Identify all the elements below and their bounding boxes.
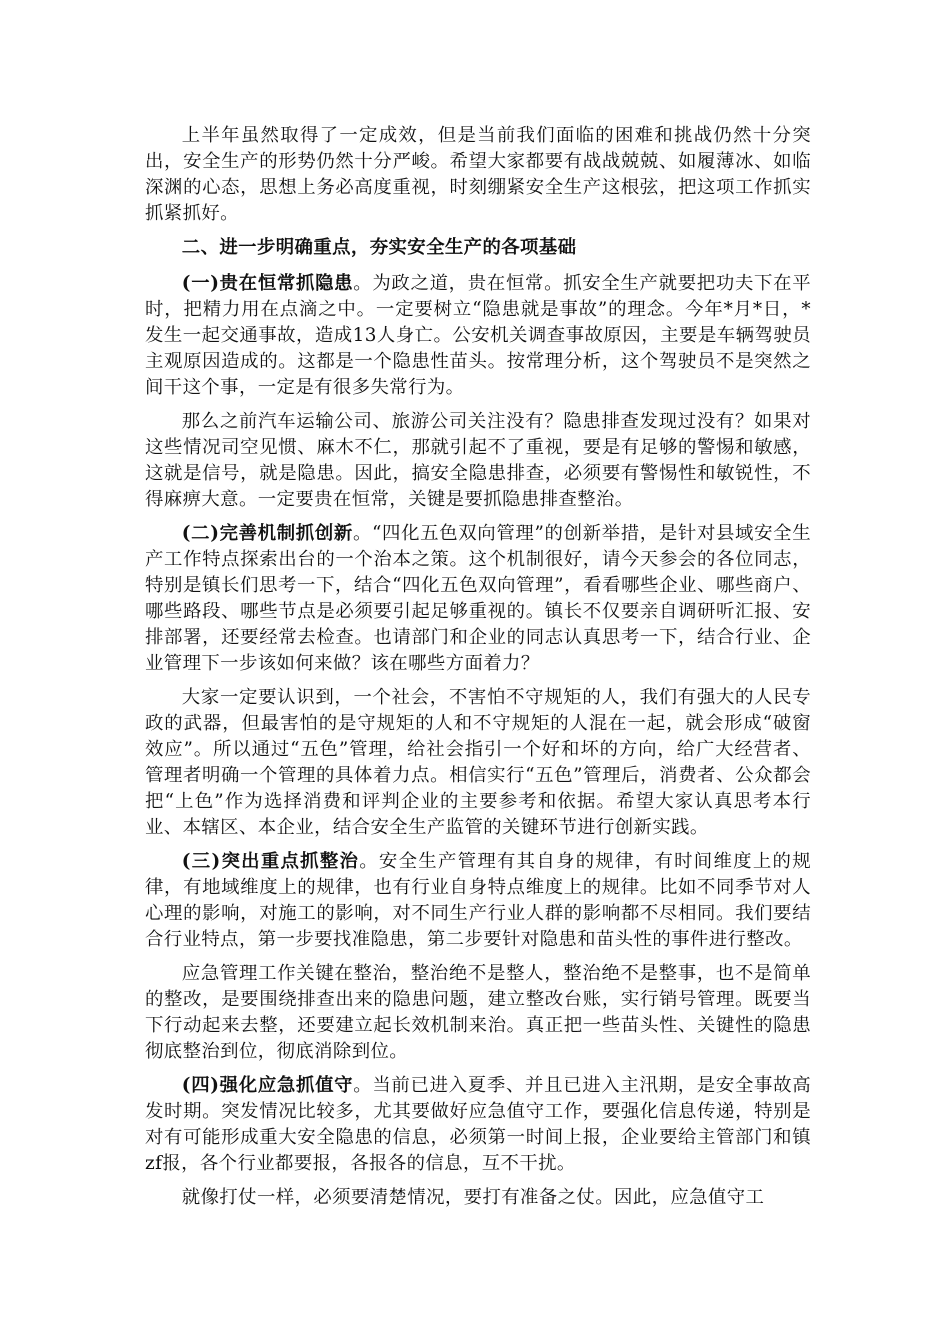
paragraph-text: 大家一定要认识到，一个社会，不害怕不守规矩的人，我们有强大的人民专政的武器，但最害怕的是守规矩的人和不守规矩的人混在一起，就会形成“破窗效应”。所以通过“五色”管理，给社会指引一个好和坏的方向，给广大经营者、管理者明确一个管理的具体着力点。相信实行“五色”管理后，消费者、公众都会把“上色”作为选择消费和评判企业的主要参考和依据。希望大家认真思考本行业、本辖区、本企业，结合安全生产监管的关键环节进行创新实践。 — [145, 687, 811, 838]
paragraph-1 — [145, 123, 811, 227]
section-heading — [145, 235, 811, 261]
paragraph-4 — [145, 409, 811, 513]
paragraph-text: 。当前已进入夏季、并且已进入主汛期，是安全事故高发时期。突发情况比较多，尤其要做好应急值守工作，要强化信息传递，特别是对有可能形成重大安全隐患的信息，必须第一时间上报，企业要给主管部门和镇zf报，各个行业都要报，各报各的信息，互不干扰。 — [145, 1075, 811, 1174]
paragraph-text: 应急管理工作关键在整治，整治绝不是整人，整治绝不是整事，也不是简单的整改，是要围绕排查出来的隐患问题，建立整改台账，实行销号管理。既要当下行动起来去整，还要建立起长效机制来治。真正把一些苗头性、关键性的隐患彻底整治到位，彻底消除到位。 — [145, 963, 811, 1062]
paragraph-subsection-1 — [145, 271, 811, 401]
subsection-title-3: (三)突出重点抓整治 — [181, 851, 360, 872]
paragraph-text: 上半年虽然取得了一定成效，但是当前我们面临的困难和挑战仍然十分突出，安全生产的形势仍然十分严峻。希望大家都要有战战兢兢、如履薄冰、如临深渊的心态，思想上务必高度重视，时刻绷紧安全生产这根弦，把这项工作抓实抓紧抓好。 — [145, 125, 811, 224]
section-heading-text: 二、进一步明确重点，夯实安全生产的各项基础 — [181, 237, 577, 258]
paragraph-subsection-3 — [145, 849, 811, 953]
paragraph-text: 就像打仗一样，必须要清楚情况，要打有准备之仗。因此，应急值守工 — [181, 1187, 765, 1208]
paragraph-text: 。“四化五色双向管理”的创新举措，是针对县域安全生产工作特点探索出台的一个治本之策。这个机制很好，请今天参会的各位同志，特别是镇长们思考一下，结合“四化五色双向管理”，看看哪些企业、哪些商户、哪些路段、哪些节点是必须要引起足够重视的。镇长不仅要亲自调研听汇报、安排部署，还要经常去检查。也请部门和企业的同志认真思考一下，结合行业、企业管理下一步该如何来做？该在哪些方面着力？ — [145, 523, 811, 674]
subsection-title-4: (四)强化应急抓值守 — [181, 1075, 354, 1096]
document-body — [145, 123, 811, 1219]
paragraph-text: 。安全生产管理有其自身的规律，有时间维度上的规律，有地域维度上的规律，也有行业自身特点维度上的规律。比如不同季节对人心理的影响，对施工的影响，对不同生产行业人群的影响都不尽相同。我们要结合行业特点，第一步要找准隐患，第二步要针对隐患和苗头性的事件进行整改。 — [145, 851, 812, 950]
paragraph-8 — [145, 961, 811, 1065]
subsection-title-1: (一)贵在恒常抓隐患 — [181, 273, 354, 294]
paragraph-6 — [145, 685, 811, 841]
paragraph-subsection-2 — [145, 521, 811, 677]
paragraph-subsection-4 — [145, 1073, 811, 1177]
paragraph-text: 那么之前汽车运输公司、旅游公司关注没有？隐患排查发现过没有？如果对这些情况司空见惯、麻木不仁，那就引起不了重视，要是有足够的警惕和敏感，这就是信号，就是隐患。因此，搞安全隐患排查，必须要有警惕性和敏锐性，不得麻痹大意。一定要贵在恒常，关键是要抓隐患排查整治。 — [145, 411, 811, 510]
paragraph-10 — [145, 1185, 811, 1211]
subsection-title-2: (二)完善机制抓创新 — [181, 523, 353, 544]
paragraph-text: 。为政之道，贵在恒常。抓安全生产就要把功夫下在平时，把精力用在点滴之中。一定要树立“隐患就是事故”的理念。今年*月*日，*发生一起交通事故，造成13人身亡。公安机关调查事故原因，主要是车辆驾驶员主观原因造成的。这都是一个隐患性苗头。按常理分析，这个驾驶员不是突然之间干这个事，一定是有很多失常行为。 — [145, 273, 811, 398]
